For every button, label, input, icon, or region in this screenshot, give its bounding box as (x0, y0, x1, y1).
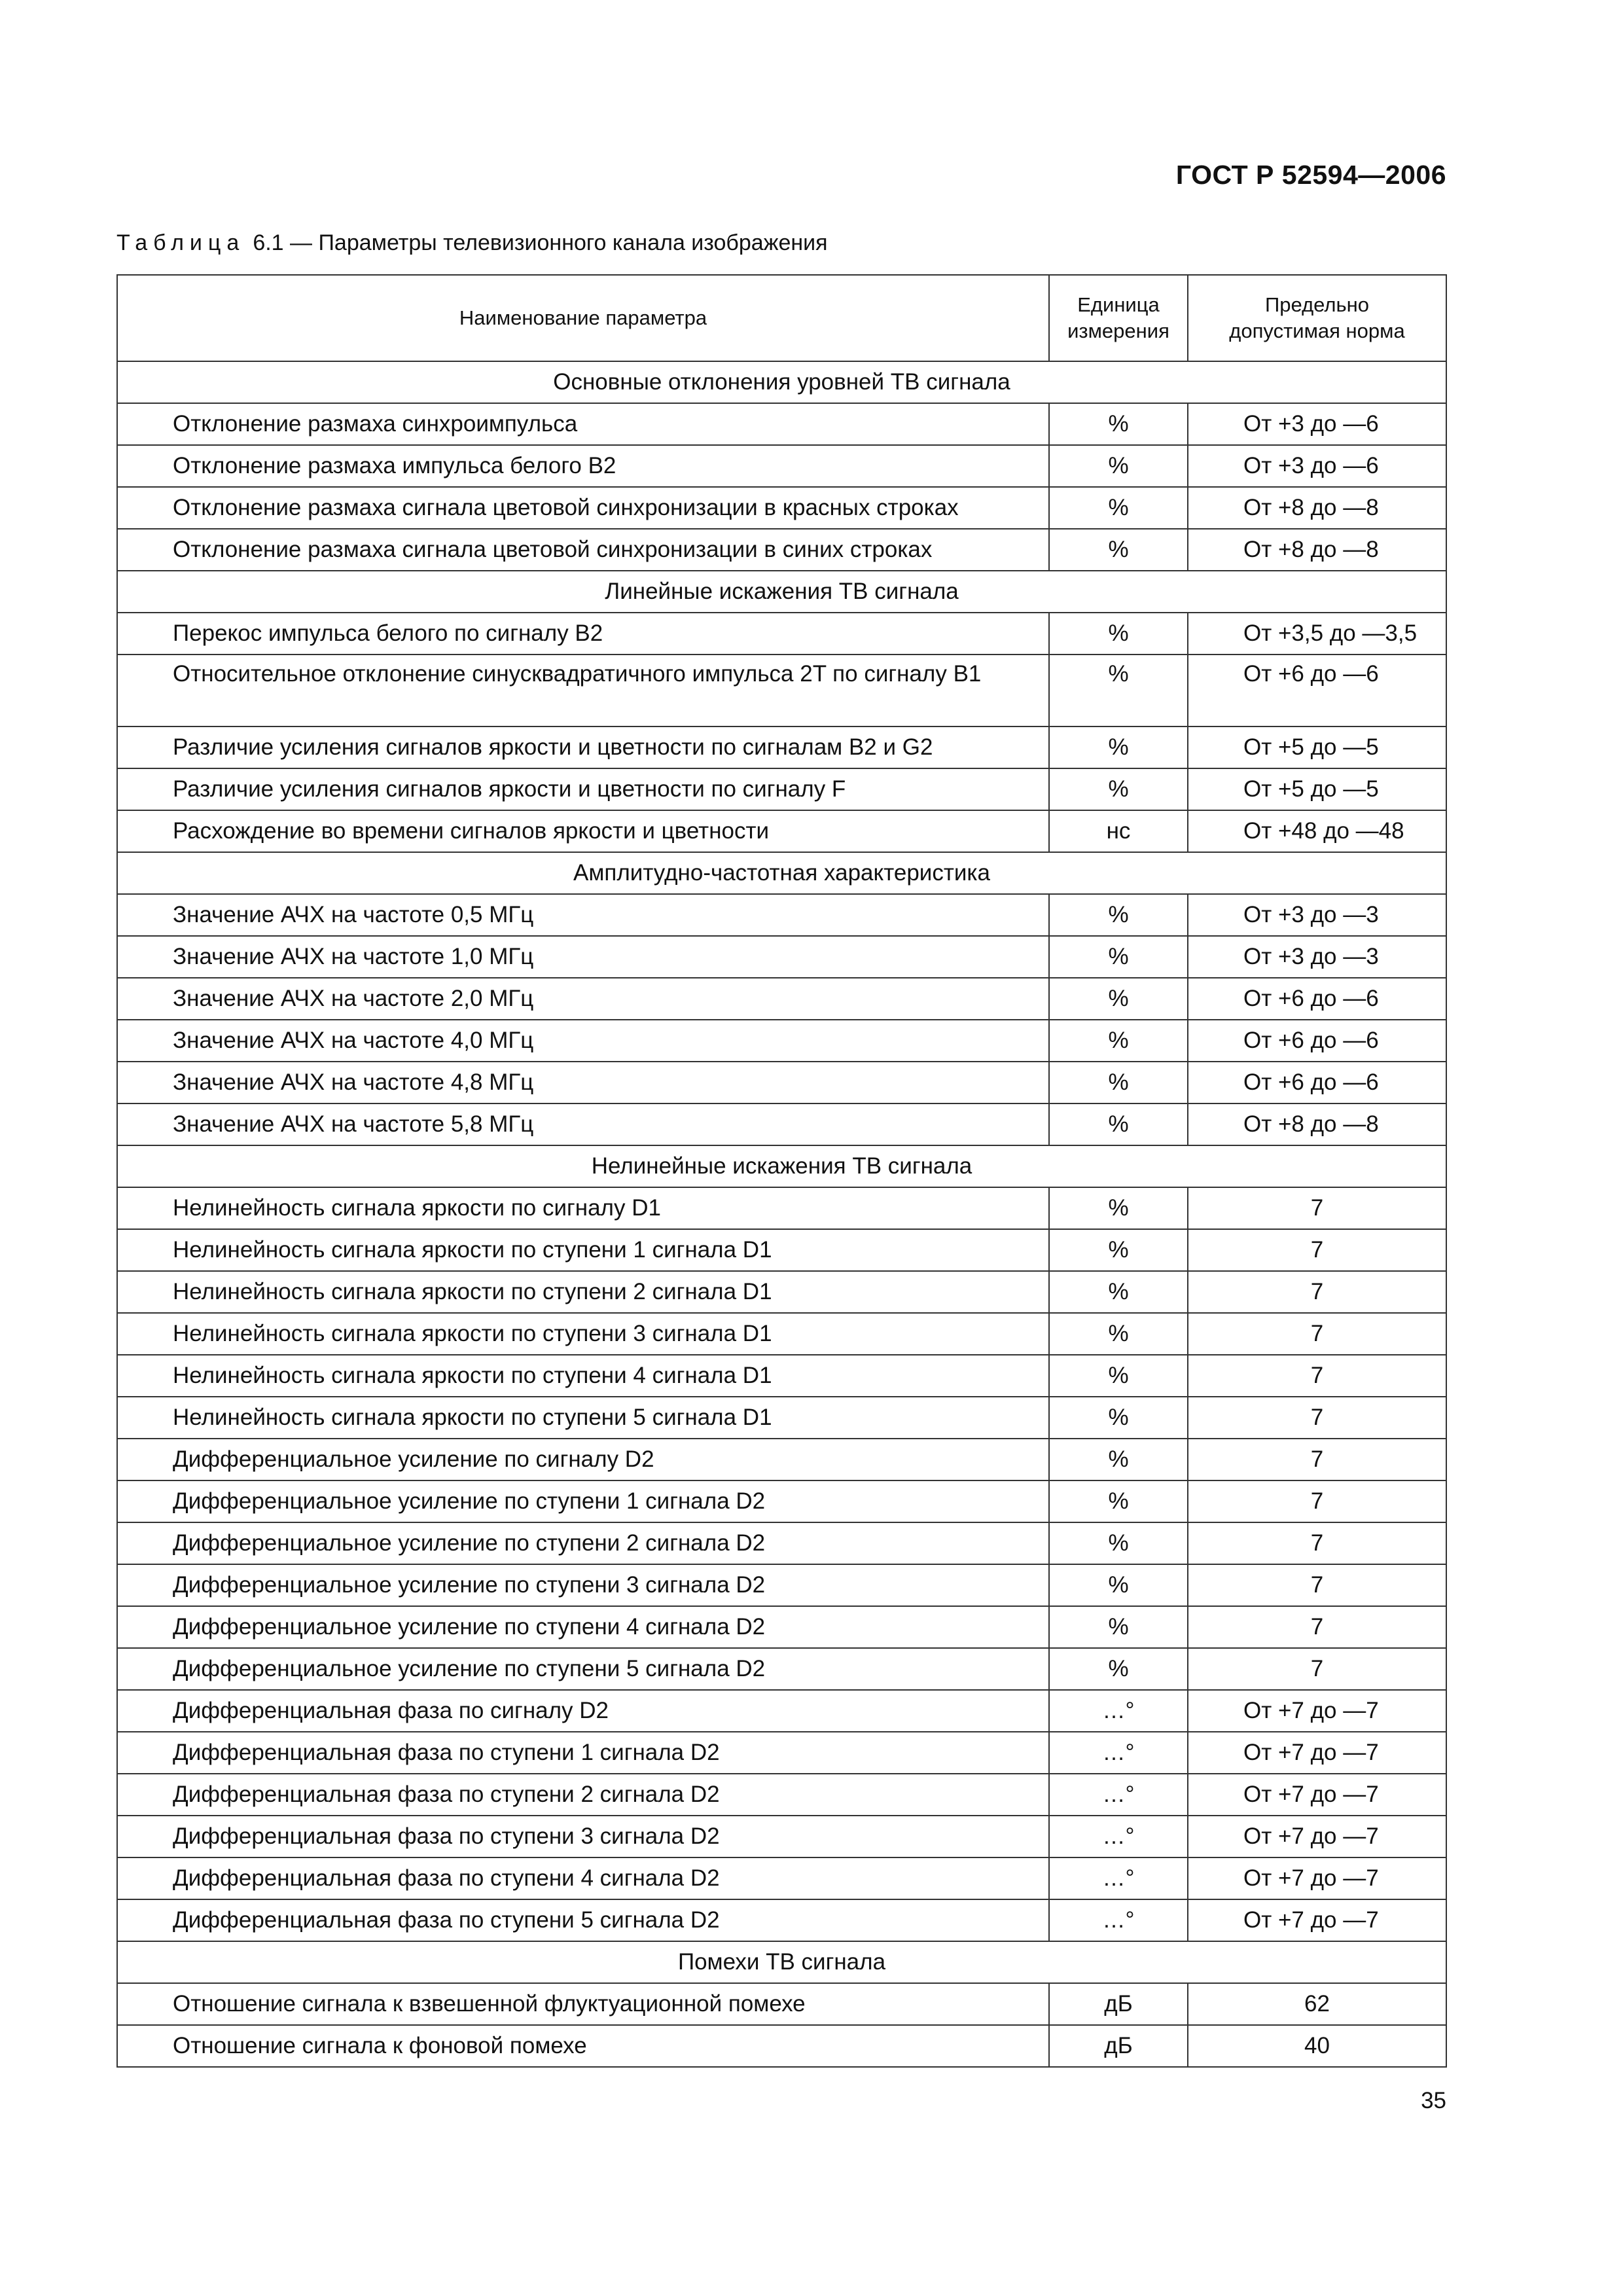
table-row (117, 1271, 1446, 1313)
table-row (117, 529, 1446, 571)
norm-cell: От +7 до —7 (1188, 1690, 1446, 1732)
parameter-name-cell: Значение АЧХ на частоте 2,0 МГц (117, 978, 1049, 1020)
unit-cell: % (1049, 1439, 1188, 1480)
norm-cell: 7 (1188, 1564, 1446, 1606)
parameter-name-cell: Дифференциальное усиление по ступени 5 сигнала D2 (117, 1648, 1049, 1690)
unit-cell: % (1049, 1397, 1188, 1439)
unit-cell: % (1049, 1522, 1188, 1564)
parameter-name-cell: Расхождение во времени сигналов яркости и цветности (117, 810, 1049, 852)
section-title: Амплитудно-частотная характеристика (117, 852, 1446, 894)
norm-cell: От +3 до —6 (1188, 403, 1446, 445)
norm-cell: От +8 до —8 (1188, 529, 1446, 571)
parameter-name-cell: Отношение сигнала к взвешенной флуктуационной помехе (117, 1983, 1049, 2025)
norm-cell: 7 (1188, 1522, 1446, 1564)
section-header-row (117, 361, 1446, 403)
norm-cell: 7 (1188, 1648, 1446, 1690)
table-row (117, 655, 1446, 726)
unit-cell: % (1049, 487, 1188, 529)
norm-cell: 40 (1188, 2025, 1446, 2067)
parameter-name-cell: Нелинейность сигнала яркости по ступени 3 сигнала D1 (117, 1313, 1049, 1355)
parameter-name-cell: Дифференциальное усиление по ступени 2 сигнала D2 (117, 1522, 1049, 1564)
parameters-table (116, 274, 1447, 2068)
standard-code: ГОСТ Р 52594—2006 (1175, 160, 1446, 190)
table-row (117, 936, 1446, 978)
parameter-name-cell: Значение АЧХ на частоте 4,8 МГц (117, 1062, 1049, 1103)
column-header-unit: Единица измерения (1049, 275, 1188, 361)
norm-cell: 7 (1188, 1606, 1446, 1648)
table-row (117, 1229, 1446, 1271)
parameter-name-cell: Значение АЧХ на частоте 4,0 МГц (117, 1020, 1049, 1062)
table-row (117, 1899, 1446, 1941)
unit-cell: …° (1049, 1774, 1188, 1816)
parameter-name-cell: Значение АЧХ на частоте 0,5 МГц (117, 894, 1049, 936)
table-row (117, 894, 1446, 936)
table-row (117, 1480, 1446, 1522)
norm-cell: От +7 до —7 (1188, 1774, 1446, 1816)
norm-cell: От +6 до —6 (1188, 655, 1446, 726)
unit-cell: % (1049, 1355, 1188, 1397)
parameter-name-cell: Отклонение размаха синхроимпульса (117, 403, 1049, 445)
norm-cell: От +8 до —8 (1188, 487, 1446, 529)
norm-cell: От +7 до —7 (1188, 1732, 1446, 1774)
unit-cell: % (1049, 768, 1188, 810)
norm-cell: 7 (1188, 1439, 1446, 1480)
norm-cell: 7 (1188, 1480, 1446, 1522)
table-header-row (117, 275, 1446, 361)
unit-cell: …° (1049, 1899, 1188, 1941)
table-caption (116, 230, 828, 256)
norm-cell: 7 (1188, 1355, 1446, 1397)
parameter-name-cell: Относительное отклонение синусквадратичного импульса 2T по сигналу В1 (117, 655, 1049, 726)
parameter-name-cell: Перекос импульса белого по сигналу В2 (117, 613, 1049, 655)
table-row (117, 978, 1446, 1020)
unit-cell: % (1049, 1062, 1188, 1103)
table-row (117, 768, 1446, 810)
unit-cell: % (1049, 403, 1188, 445)
norm-cell: 7 (1188, 1397, 1446, 1439)
unit-cell: % (1049, 1480, 1188, 1522)
table-row (117, 445, 1446, 487)
parameter-name-cell: Дифференциальная фаза по ступени 3 сигнала D2 (117, 1816, 1049, 1857)
table-body (117, 361, 1446, 2067)
unit-cell: % (1049, 445, 1188, 487)
table-row (117, 1857, 1446, 1899)
parameter-name-cell: Дифференциальное усиление по ступени 4 сигнала D2 (117, 1606, 1049, 1648)
unit-cell: % (1049, 1103, 1188, 1145)
parameter-name-cell: Дифференциальное усиление по ступени 1 сигнала D2 (117, 1480, 1049, 1522)
table-caption-word: Таблица (116, 230, 245, 255)
norm-cell: От +6 до —6 (1188, 978, 1446, 1020)
norm-cell: От +48 до —48 (1188, 810, 1446, 852)
table-row (117, 1522, 1446, 1564)
parameter-name-cell: Нелинейность сигнала яркости по ступени 2 сигнала D1 (117, 1271, 1049, 1313)
unit-cell: …° (1049, 1816, 1188, 1857)
unit-cell: …° (1049, 1690, 1188, 1732)
section-header-row (117, 571, 1446, 613)
section-title: Нелинейные искажения ТВ сигнала (117, 1145, 1446, 1187)
table-row (117, 403, 1446, 445)
parameter-name-cell: Отношение сигнала к фоновой помехе (117, 2025, 1049, 2067)
table-row (117, 2025, 1446, 2067)
unit-cell: % (1049, 1313, 1188, 1355)
table-row (117, 1062, 1446, 1103)
unit-cell: % (1049, 936, 1188, 978)
table-row (117, 726, 1446, 768)
norm-cell: От +5 до —5 (1188, 768, 1446, 810)
unit-cell: нс (1049, 810, 1188, 852)
section-header-row (117, 1941, 1446, 1983)
unit-cell: % (1049, 1564, 1188, 1606)
column-header-norm: Предельно допустимая норма (1188, 275, 1446, 361)
unit-cell: % (1049, 726, 1188, 768)
table-row (117, 1313, 1446, 1355)
norm-cell: 7 (1188, 1313, 1446, 1355)
unit-cell: …° (1049, 1732, 1188, 1774)
table-row (117, 1983, 1446, 2025)
unit-cell: % (1049, 529, 1188, 571)
norm-cell: От +3 до —3 (1188, 936, 1446, 978)
norm-cell: От +3 до —6 (1188, 445, 1446, 487)
table-row (117, 1020, 1446, 1062)
parameter-name-cell: Дифференциальное усиление по ступени 3 сигнала D2 (117, 1564, 1049, 1606)
norm-cell: От +6 до —6 (1188, 1062, 1446, 1103)
table-row (117, 1648, 1446, 1690)
table-row (117, 1606, 1446, 1648)
table-row (117, 1439, 1446, 1480)
norm-cell: От +8 до —8 (1188, 1103, 1446, 1145)
norm-cell: От +3,5 до —3,5 (1188, 613, 1446, 655)
table-row (117, 487, 1446, 529)
page-number: 35 (1421, 2088, 1446, 2113)
parameter-name-cell: Отклонение размаха импульса белого В2 (117, 445, 1049, 487)
table-row (117, 1774, 1446, 1816)
unit-cell: …° (1049, 1857, 1188, 1899)
parameter-name-cell: Дифференциальная фаза по ступени 2 сигнала D2 (117, 1774, 1049, 1816)
unit-cell: % (1049, 1229, 1188, 1271)
table-row (117, 1690, 1446, 1732)
parameter-name-cell: Отклонение размаха сигнала цветовой синхронизации в красных строках (117, 487, 1049, 529)
norm-cell: От +7 до —7 (1188, 1857, 1446, 1899)
unit-cell: % (1049, 1187, 1188, 1229)
table-row (117, 810, 1446, 852)
parameter-name-cell: Значение АЧХ на частоте 1,0 МГц (117, 936, 1049, 978)
norm-cell: 7 (1188, 1187, 1446, 1229)
table-row (117, 1355, 1446, 1397)
table-row (117, 1732, 1446, 1774)
parameter-name-cell: Дифференциальная фаза по сигналу D2 (117, 1690, 1049, 1732)
parameter-name-cell: Дифференциальная фаза по ступени 1 сигнала D2 (117, 1732, 1049, 1774)
norm-cell: 62 (1188, 1983, 1446, 2025)
parameter-name-cell: Нелинейность сигнала яркости по ступени 1 сигнала D1 (117, 1229, 1049, 1271)
parameter-name-cell: Различие усиления сигналов яркости и цветности по сигналу F (117, 768, 1049, 810)
unit-cell: % (1049, 1606, 1188, 1648)
norm-cell: 7 (1188, 1229, 1446, 1271)
unit-cell: % (1049, 613, 1188, 655)
section-header-row (117, 1145, 1446, 1187)
parameter-name-cell: Различие усиления сигналов яркости и цветности по сигналам В2 и G2 (117, 726, 1049, 768)
table-row (117, 1397, 1446, 1439)
parameter-name-cell: Дифференциальное усиление по сигналу D2 (117, 1439, 1049, 1480)
norm-cell: От +7 до —7 (1188, 1816, 1446, 1857)
parameter-name-cell: Значение АЧХ на частоте 5,8 МГц (117, 1103, 1049, 1145)
parameter-name-cell: Отклонение размаха сигнала цветовой синхронизации в синих строках (117, 529, 1049, 571)
section-title: Основные отклонения уровней ТВ сигнала (117, 361, 1446, 403)
parameter-name-cell: Нелинейность сигнала яркости по ступени 4 сигнала D1 (117, 1355, 1049, 1397)
unit-cell: % (1049, 655, 1188, 726)
table-row (117, 1187, 1446, 1229)
table-row (117, 1816, 1446, 1857)
unit-cell: % (1049, 894, 1188, 936)
norm-cell: От +7 до —7 (1188, 1899, 1446, 1941)
unit-cell: % (1049, 1020, 1188, 1062)
table-caption-text: 6.1 — Параметры телевизионного канала изображения (253, 230, 828, 255)
unit-cell: дБ (1049, 2025, 1188, 2067)
table-row (117, 1103, 1446, 1145)
table-row (117, 613, 1446, 655)
parameter-name-cell: Дифференциальная фаза по ступени 5 сигнала D2 (117, 1899, 1049, 1941)
norm-cell: От +3 до —3 (1188, 894, 1446, 936)
parameter-name-cell: Нелинейность сигнала яркости по ступени 5 сигнала D1 (117, 1397, 1049, 1439)
unit-cell: % (1049, 978, 1188, 1020)
parameter-name-cell: Нелинейность сигнала яркости по сигналу D1 (117, 1187, 1049, 1229)
parameter-name-cell: Дифференциальная фаза по ступени 4 сигнала D2 (117, 1857, 1049, 1899)
unit-cell: % (1049, 1271, 1188, 1313)
norm-cell: От +6 до —6 (1188, 1020, 1446, 1062)
section-header-row (117, 852, 1446, 894)
unit-cell: дБ (1049, 1983, 1188, 2025)
section-title: Линейные искажения ТВ сигнала (117, 571, 1446, 613)
table-row (117, 1564, 1446, 1606)
norm-cell: От +5 до —5 (1188, 726, 1446, 768)
section-title: Помехи ТВ сигнала (117, 1941, 1446, 1983)
unit-cell: % (1049, 1648, 1188, 1690)
column-header-parameter: Наименование параметра (117, 275, 1049, 361)
norm-cell: 7 (1188, 1271, 1446, 1313)
